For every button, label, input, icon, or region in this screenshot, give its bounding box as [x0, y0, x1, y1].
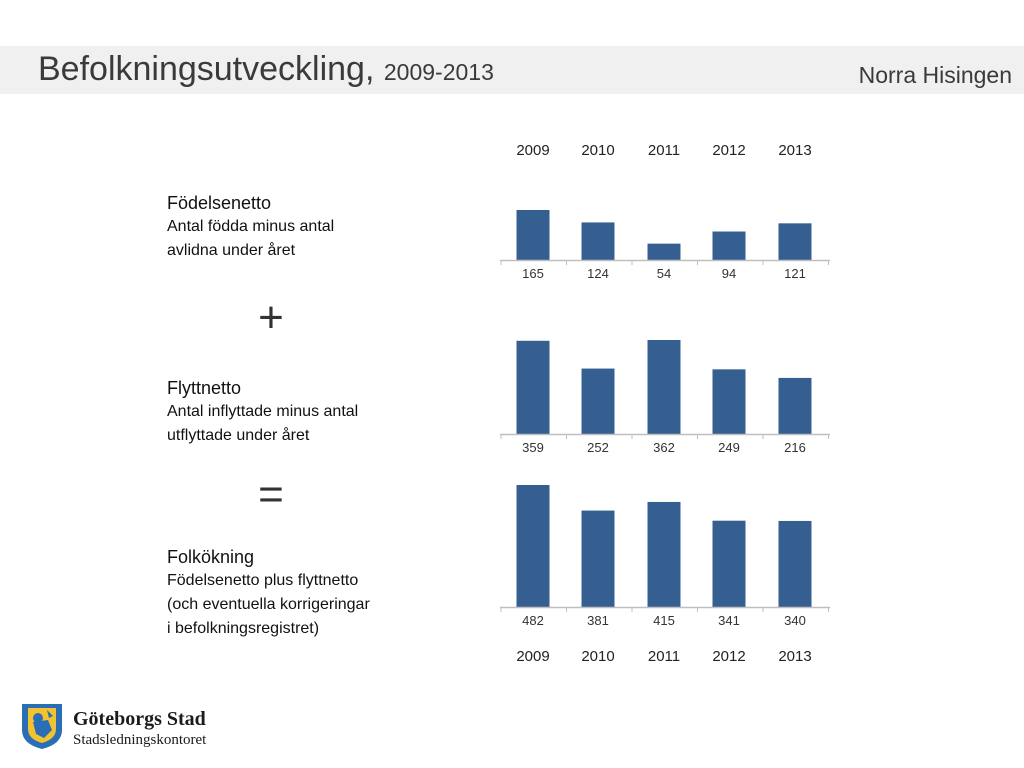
desc-title: Flyttnetto	[167, 378, 242, 398]
data-label: 249	[718, 440, 740, 455]
page-title-years: 2009-2013	[383, 59, 494, 85]
chart-folkokning	[500, 485, 830, 633]
data-label: 94	[721, 266, 737, 281]
data-label: 415	[653, 613, 675, 628]
data-label: 381	[587, 613, 609, 628]
data-label: 121	[784, 266, 806, 281]
data-label: 165	[522, 266, 544, 281]
plus-sign: +	[258, 293, 284, 342]
bar-2012	[713, 521, 746, 607]
bar-2011	[648, 340, 681, 434]
bar-2009	[517, 341, 550, 434]
data-label: 341	[718, 613, 740, 628]
bar-2010	[582, 369, 615, 434]
bar-2009	[517, 210, 550, 260]
year-row-top	[500, 142, 830, 162]
year-label: 2011	[647, 142, 681, 159]
desc-line: (och eventuella korrigeringar	[167, 596, 370, 613]
bar-2012	[713, 232, 746, 260]
desc-line: Antal inflyttade minus antal	[167, 403, 359, 420]
year-label: 2010	[581, 648, 615, 665]
bar-2012	[713, 369, 746, 434]
data-label: 54	[656, 266, 672, 281]
data-label: 359	[522, 440, 544, 455]
data-label: 362	[653, 440, 675, 455]
data-label: 252	[587, 440, 609, 455]
year-label: 2009	[516, 142, 550, 159]
bar-2010	[582, 222, 615, 260]
bar-2013	[779, 378, 812, 434]
chart-fodelsenetto	[500, 210, 830, 286]
logo-name: Göteborgs Stad	[73, 708, 206, 730]
year-label: 2013	[778, 142, 812, 159]
year-row-bottom	[500, 648, 830, 668]
logo	[18, 700, 258, 752]
desc-flyttnetto	[167, 376, 427, 448]
bar-2011	[648, 502, 681, 607]
page-title-main: Befolkningsutveckling,	[38, 50, 375, 88]
bar-2009	[517, 485, 550, 607]
data-label: 482	[522, 613, 544, 628]
year-label: 2012	[712, 648, 746, 665]
lion-crest-icon	[18, 700, 66, 750]
bar-2011	[648, 244, 681, 260]
desc-title: Födelsenetto	[167, 193, 272, 213]
page-title	[38, 50, 494, 89]
desc-title: Folkökning	[167, 547, 255, 567]
desc-fodelsenetto	[167, 191, 427, 263]
data-label: 340	[784, 613, 806, 628]
desc-folkokning	[167, 545, 427, 641]
desc-line: Antal födda minus antal	[167, 218, 335, 235]
equals-sign: =	[258, 470, 284, 519]
year-label: 2012	[712, 142, 746, 159]
desc-line: i befolkningsregistret)	[167, 620, 320, 637]
data-label: 216	[784, 440, 806, 455]
bar-2010	[582, 511, 615, 607]
year-label: 2009	[516, 648, 550, 665]
year-label: 2011	[647, 648, 681, 665]
year-label: 2010	[581, 142, 615, 159]
data-label: 124	[587, 266, 609, 281]
bar-2013	[779, 521, 812, 607]
year-label: 2013	[778, 648, 812, 665]
desc-line: utflyttade under året	[167, 427, 310, 444]
desc-line: Födelsenetto plus flyttnetto	[167, 572, 359, 589]
region-label: Norra Hisingen	[858, 62, 1012, 88]
chart-flyttnetto	[500, 340, 830, 460]
desc-line: avlidna under året	[167, 242, 296, 259]
logo-subtitle: Stadsledningskontoret	[73, 732, 207, 748]
bar-2013	[779, 223, 812, 260]
